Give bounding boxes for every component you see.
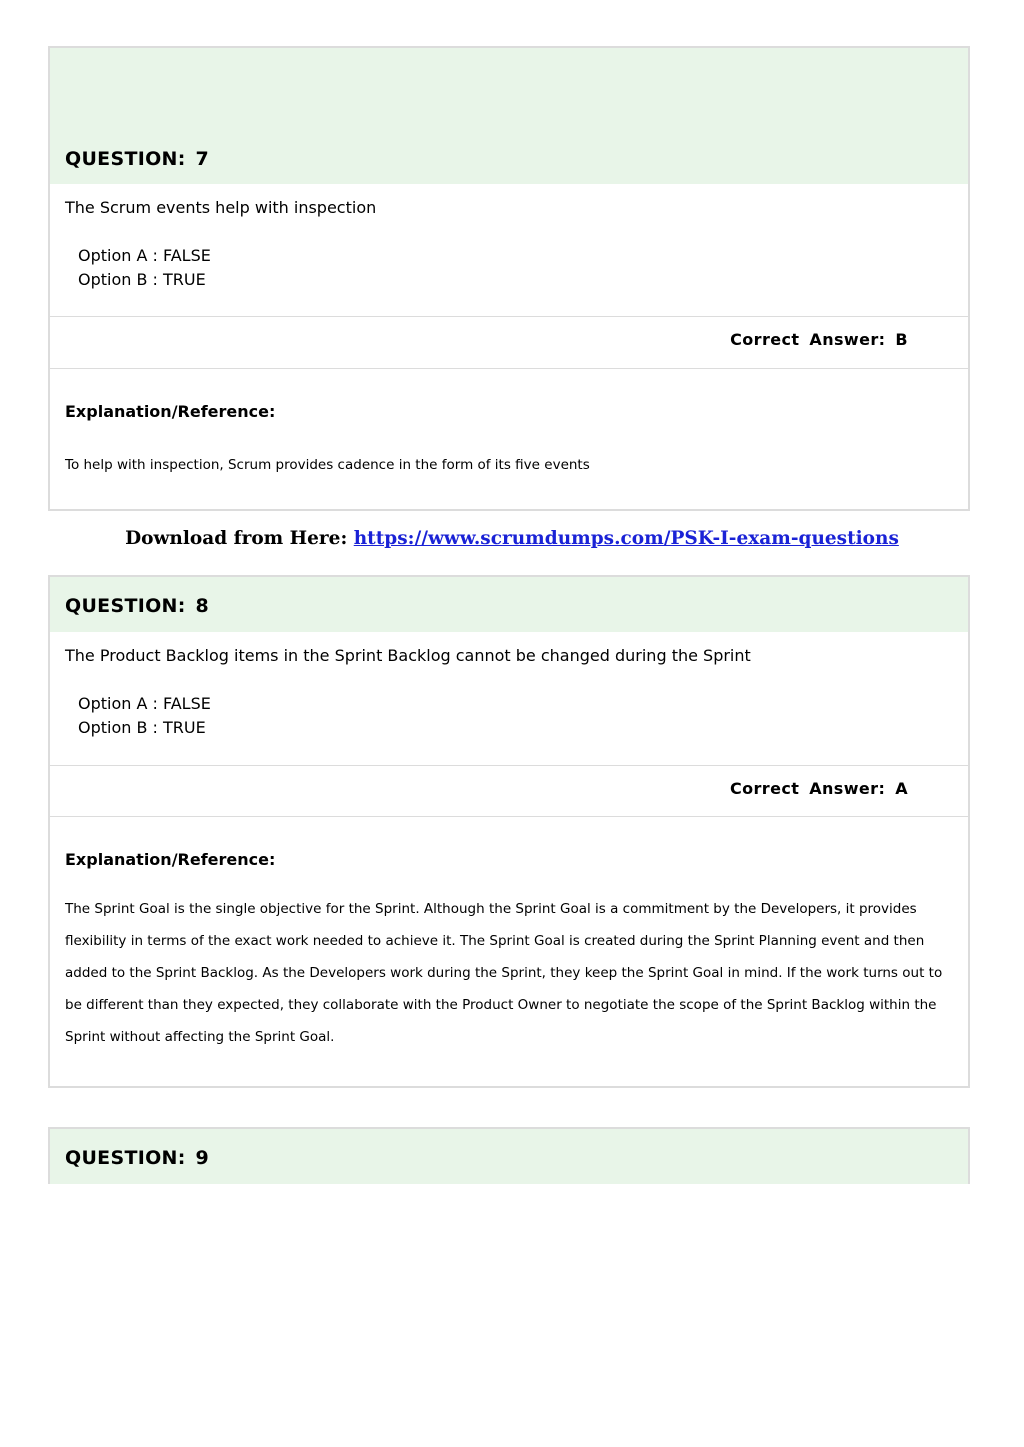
explanation-title: Explanation/Reference: — [65, 850, 276, 869]
option-b: Option B : TRUE — [78, 270, 206, 289]
option-a: Option A : FALSE — [78, 246, 211, 265]
question-card-8 — [48, 575, 970, 1088]
option-b: Option B : TRUE — [78, 718, 206, 737]
question-card-9 — [48, 1127, 970, 1184]
explanation-section — [50, 369, 968, 481]
explanation-text: To help with inspection, Scrum provides cadence in the form of its five events — [65, 457, 590, 473]
question-text: The Product Backlog items in the Sprint Backlog cannot be changed during the Sprint — [65, 646, 751, 665]
question-title: QUESTION: 9 — [65, 1147, 210, 1169]
option-list — [78, 244, 953, 292]
question-header — [50, 1129, 968, 1184]
correct-answer: Correct Answer: A — [729, 779, 908, 798]
correct-answer: Correct Answer: B — [730, 330, 908, 349]
answer-row — [50, 317, 968, 369]
explanation-section — [50, 817, 968, 1053]
explanation-text: The Sprint Goal is the single objective for the Sprint. Although the Sprint Goal is a commitment by the Developers, it provides flexibility in terms of the exact work needed to achieve it. The Sprint Goal is created during the Sprint Planning event and then added to the Sprint Backlog. As the Developers work during the Sprint, they keep the Sprint Goal in mind. If the work turns out to be different than they expected, they collaborate with the Product Owner to negotiate the scope of the Sprint Backlog within the Sprint without affecting the Sprint Goal. — [65, 901, 943, 1045]
download-line — [0, 528, 1024, 549]
question-title: QUESTION: 7 — [65, 148, 210, 170]
download-label: Download from Here: — [125, 528, 354, 549]
option-a: Option A : FALSE — [78, 694, 211, 713]
download-link[interactable]: https://www.scrumdumps.com/PSK-I-exam-questions — [353, 528, 899, 549]
question-card-7 — [48, 46, 970, 511]
question-body — [50, 632, 968, 766]
question-body — [50, 184, 968, 317]
question-header — [50, 577, 968, 632]
explanation-title: Explanation/Reference: — [65, 402, 276, 421]
question-title: QUESTION: 8 — [65, 595, 210, 617]
option-list — [78, 692, 953, 740]
answer-row — [50, 766, 968, 817]
question-text: The Scrum events help with inspection — [65, 198, 377, 217]
question-header — [50, 48, 968, 184]
